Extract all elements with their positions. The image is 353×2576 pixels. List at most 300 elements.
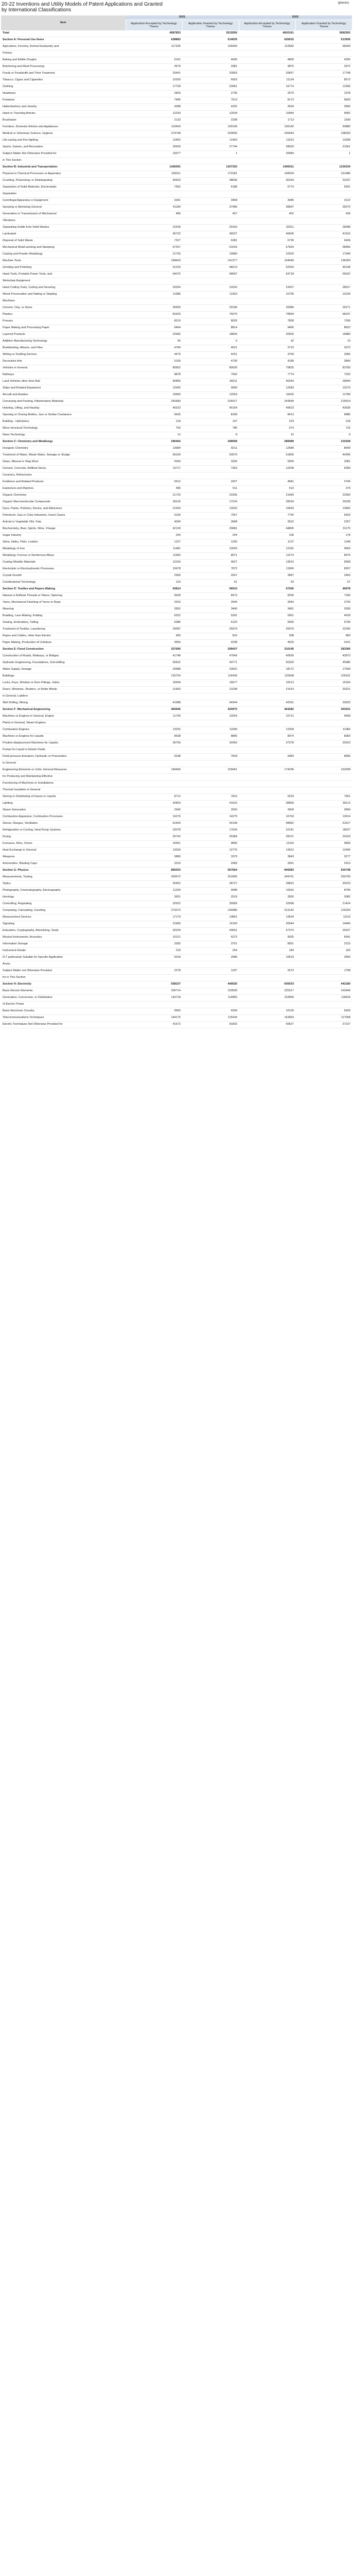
cell-apps-2022: 28815 bbox=[239, 881, 295, 888]
table-row bbox=[1, 854, 352, 861]
cell-apps-2021: 30116 bbox=[126, 499, 182, 506]
cell-apps-2022 bbox=[239, 787, 295, 794]
cell-apps-2021: 1426091 bbox=[126, 164, 182, 171]
row-label: Areas bbox=[1, 961, 126, 968]
cell-apps-2021: 7327 bbox=[126, 238, 182, 245]
row-label: Metallurgy of Iron bbox=[1, 546, 126, 553]
cell-apps-2022: 61800 bbox=[239, 452, 295, 459]
cell-granted-2022: 3582 bbox=[295, 104, 352, 111]
row-label: Photography, Cinematography, Electrography bbox=[1, 888, 126, 894]
table-row bbox=[1, 848, 352, 854]
cell-apps-2022 bbox=[239, 1002, 295, 1008]
cell-granted-2022: 178 bbox=[295, 533, 352, 539]
cell-granted-2022: 10 bbox=[295, 338, 352, 345]
cell-apps-2022: 9383 bbox=[239, 754, 295, 760]
table-row bbox=[1, 680, 352, 687]
row-label: Refrigeration or Cooling, Heat Pump Systems bbox=[1, 827, 126, 834]
cell-granted-2021: 511 bbox=[182, 486, 239, 493]
row-label: Computing, Calculating, Counting bbox=[1, 908, 126, 914]
row-label: Plants in General, Steam Engines bbox=[1, 720, 126, 727]
row-label: Layered Products bbox=[1, 332, 126, 338]
cell-apps-2021: 8712 bbox=[126, 794, 182, 801]
cell-granted-2022: 162928 bbox=[295, 767, 352, 774]
row-label: for in This Section bbox=[1, 975, 126, 981]
cell-granted-2021: 16150 bbox=[182, 921, 239, 928]
cell-granted-2022: 219014 bbox=[295, 399, 352, 405]
cell-granted-2021 bbox=[182, 1002, 239, 1008]
cell-apps-2022 bbox=[239, 720, 295, 727]
cell-granted-2022: 10270 bbox=[295, 385, 352, 392]
cell-granted-2022: 3277 bbox=[295, 854, 352, 861]
cell-apps-2021 bbox=[126, 720, 182, 727]
row-label: Laminated bbox=[1, 231, 126, 238]
cell-granted-2022: 30223 bbox=[295, 881, 352, 888]
cell-granted-2022: 3840 bbox=[295, 359, 352, 365]
cell-granted-2021: 7810 bbox=[182, 794, 239, 801]
cell-apps-2022 bbox=[239, 781, 295, 787]
cell-apps-2022: 10706 bbox=[239, 292, 295, 298]
cell-granted-2021: 12053 bbox=[182, 392, 239, 399]
cell-apps-2022: 223 bbox=[239, 419, 295, 426]
cell-apps-2021: 11200 bbox=[126, 888, 182, 894]
row-label: Section D: Textiles and Papers Making bbox=[1, 586, 126, 593]
cell-granted-2021: 19983 bbox=[182, 251, 239, 258]
row-label: Spraying or Atomizing General bbox=[1, 205, 126, 211]
cell-granted-2021: 2736 bbox=[182, 91, 239, 97]
cell-apps-2021: 5018 bbox=[126, 955, 182, 961]
table-row bbox=[1, 714, 352, 720]
row-label: Sewing, Embroidery, Tufting bbox=[1, 620, 126, 626]
table-row bbox=[1, 124, 352, 131]
cell-apps-2021: 558237 bbox=[126, 981, 182, 988]
row-label: Ceramics, Refractories bbox=[1, 472, 126, 479]
row-label: Generation, Conversion, or Distribution bbox=[1, 995, 126, 1002]
cell-apps-2021 bbox=[126, 191, 182, 198]
cell-apps-2022: 13534 bbox=[239, 914, 295, 921]
table-row bbox=[1, 653, 352, 660]
cell-granted-2021: 106494 bbox=[182, 44, 239, 50]
cell-granted-2021: 11453 bbox=[182, 292, 239, 298]
cell-apps-2021: 81629 bbox=[126, 312, 182, 318]
cell-granted-2022: 36844 bbox=[295, 379, 352, 385]
cell-granted-2022: 35113 bbox=[295, 801, 352, 807]
cell-granted-2021: 264 bbox=[182, 948, 239, 955]
cell-apps-2021: 10678 bbox=[126, 566, 182, 573]
cell-granted-2021: 170181 bbox=[182, 171, 239, 178]
cell-granted-2021: 440526 bbox=[182, 981, 239, 988]
cell-granted-2022 bbox=[295, 1002, 352, 1008]
row-label: Brushware bbox=[1, 117, 126, 124]
cell-apps-2021: 480 bbox=[126, 211, 182, 218]
cell-granted-2021: 13801 bbox=[182, 914, 239, 921]
cell-apps-2022: 9233 bbox=[239, 794, 295, 801]
cell-granted-2021: 8168 bbox=[182, 412, 239, 419]
cell-granted-2022 bbox=[295, 781, 352, 787]
cell-apps-2022: 47373 bbox=[239, 928, 295, 935]
cell-apps-2021: 25593 bbox=[126, 144, 182, 151]
cell-granted-2022: 520748 bbox=[295, 868, 352, 874]
cell-granted-2021 bbox=[182, 781, 239, 787]
cell-apps-2022 bbox=[239, 975, 295, 981]
table-row bbox=[1, 318, 352, 325]
cell-apps-2021: 46722 bbox=[126, 231, 182, 238]
cell-granted-2021: 7557 bbox=[182, 513, 239, 519]
table-row bbox=[1, 868, 352, 874]
cell-apps-2021: 5100 bbox=[126, 359, 182, 365]
table-row bbox=[1, 97, 352, 104]
cell-apps-2021: 69100 bbox=[126, 452, 182, 459]
cell-granted-2021: 8211 bbox=[182, 446, 239, 452]
cell-apps-2021: 10651 bbox=[126, 841, 182, 848]
cell-apps-2021: 17179 bbox=[126, 914, 182, 921]
cell-apps-2021: 41748 bbox=[126, 653, 182, 660]
row-label: Optics bbox=[1, 881, 126, 888]
cell-apps-2022: 5951 bbox=[239, 613, 295, 620]
cell-granted-2021: 43691 bbox=[182, 928, 239, 935]
row-label: in General bbox=[1, 760, 126, 767]
cell-apps-2022: 31607 bbox=[239, 285, 295, 292]
cell-apps-2021 bbox=[126, 747, 182, 754]
cell-granted-2021: 114866 bbox=[182, 995, 239, 1002]
row-label: Well Drilling, Mining bbox=[1, 700, 126, 707]
cell-apps-2022: 7740 bbox=[239, 513, 295, 519]
cell-granted-2022: 12789 bbox=[295, 392, 352, 399]
row-label: Electrolytic or Electrophoretic Processes bbox=[1, 566, 126, 573]
cell-granted-2021: 34344 bbox=[182, 700, 239, 707]
cell-apps-2022: 184 bbox=[239, 948, 295, 955]
cell-apps-2021: 12462 bbox=[126, 138, 182, 144]
cell-apps-2021: 10293 bbox=[126, 77, 182, 84]
cell-granted-2022: 283366 bbox=[295, 647, 352, 653]
cell-apps-2021: 11682 bbox=[126, 553, 182, 560]
cell-granted-2021: 28727 bbox=[182, 881, 239, 888]
cell-granted-2022: 22265 bbox=[295, 626, 352, 633]
table-row bbox=[1, 439, 352, 446]
table-row bbox=[1, 392, 352, 399]
cell-granted-2021: 457 bbox=[182, 211, 239, 218]
row-label: Grinding and Polishing bbox=[1, 265, 126, 272]
cell-apps-2022: 20084 bbox=[239, 151, 295, 158]
table-row bbox=[1, 91, 352, 97]
cell-apps-2021: 11481 bbox=[126, 546, 182, 553]
cell-granted-2021: 26384 bbox=[182, 834, 239, 841]
row-label: Inorganic Chemistry bbox=[1, 446, 126, 452]
cell-granted-2022: 33625 bbox=[295, 700, 352, 707]
cell-apps-2022: 225317 bbox=[239, 988, 295, 995]
cell-granted-2022: 1230234 bbox=[295, 164, 352, 171]
cell-apps-2022: 44895 bbox=[239, 526, 295, 533]
table-row bbox=[1, 834, 352, 841]
cell-apps-2022: 20657 bbox=[239, 71, 295, 77]
cell-granted-2022: 3682502 bbox=[295, 30, 352, 37]
row-label: Skins, Hides, Pelts, Leather bbox=[1, 539, 126, 546]
cell-granted-2022: 45138 bbox=[295, 265, 352, 272]
cell-apps-2022: 3391 bbox=[239, 861, 295, 868]
row-label: Signaling bbox=[1, 921, 126, 928]
table-row bbox=[1, 700, 352, 707]
cell-granted-2022: 24153 bbox=[295, 834, 352, 841]
cell-granted-2021: 2208 bbox=[182, 117, 239, 124]
cell-granted-2022: 3381 bbox=[295, 459, 352, 466]
row-label: Bookbinding, Albums, and Files bbox=[1, 345, 126, 352]
table-row bbox=[1, 707, 352, 714]
cell-apps-2022: 8173 bbox=[239, 97, 295, 104]
cell-granted-2022: 860 bbox=[295, 633, 352, 640]
cell-granted-2022 bbox=[295, 787, 352, 794]
row-label: Machine Tools bbox=[1, 258, 126, 265]
cell-apps-2021: 2278 bbox=[126, 968, 182, 975]
table-row bbox=[1, 305, 352, 312]
cell-apps-2021 bbox=[126, 781, 182, 787]
table-row bbox=[1, 37, 352, 44]
cell-granted-2021 bbox=[182, 975, 239, 981]
cell-apps-2022: 313142 bbox=[239, 908, 295, 914]
cell-granted-2022: 31175 bbox=[295, 526, 352, 533]
cell-apps-2021: 8210 bbox=[126, 318, 182, 325]
cell-apps-2022: 6774 bbox=[239, 184, 295, 191]
row-label: Section C: Chemistry and Metallurgy bbox=[1, 439, 126, 446]
cell-apps-2022: 1405011 bbox=[239, 164, 295, 171]
cell-granted-2022: 3036 bbox=[295, 606, 352, 613]
cell-apps-2021: 9464 bbox=[126, 325, 182, 332]
row-label: Organic Macromolecular Compounds bbox=[1, 499, 126, 506]
cell-granted-2021: 39211 bbox=[182, 379, 239, 385]
cell-apps-2022: 8051 bbox=[239, 941, 295, 948]
cell-apps-2021: 5512 bbox=[126, 479, 182, 486]
table-row bbox=[1, 459, 352, 466]
cell-granted-2021 bbox=[182, 787, 239, 794]
cell-granted-2021: 12634 bbox=[182, 111, 239, 117]
cell-apps-2022: 153966 bbox=[239, 995, 295, 1002]
cell-granted-2021: 7363 bbox=[182, 466, 239, 472]
table-row bbox=[1, 151, 352, 158]
row-label: Section A: Personal Use Items bbox=[1, 37, 126, 44]
cell-apps-2021: 6386 bbox=[126, 620, 182, 626]
table-row bbox=[1, 814, 352, 821]
cell-granted-2021 bbox=[182, 961, 239, 968]
row-label: Positive-displacement Machines for Liquids; bbox=[1, 740, 126, 747]
cell-apps-2021 bbox=[126, 1002, 182, 1008]
cell-apps-2022: 289489 bbox=[239, 439, 295, 446]
cell-granted-2021: 3751 bbox=[182, 941, 239, 948]
table-row bbox=[1, 352, 352, 359]
cell-apps-2022: 849383 bbox=[239, 868, 295, 874]
cell-apps-2022: 2673 bbox=[239, 968, 295, 975]
row-label: Decorative Arts bbox=[1, 359, 126, 365]
table-row bbox=[1, 493, 352, 499]
cell-apps-2021: 16276 bbox=[126, 814, 182, 821]
row-label: Paper Making, Production of Cellulose bbox=[1, 640, 126, 647]
cell-apps-2021: 218 bbox=[126, 419, 182, 426]
cell-apps-2021: 26742 bbox=[126, 834, 182, 841]
table-row bbox=[1, 205, 352, 211]
cell-granted-2022: 198203 bbox=[295, 131, 352, 138]
table-row bbox=[1, 452, 352, 459]
cell-apps-2021: 7846 bbox=[126, 97, 182, 104]
table-row bbox=[1, 372, 352, 379]
cell-granted-2021: 17634 bbox=[182, 827, 239, 834]
cell-granted-2022: 37227 bbox=[295, 1022, 352, 1028]
cell-granted-2021: 141377 bbox=[182, 258, 239, 265]
row-label: Separating Solids from Solid Wastes bbox=[1, 225, 126, 231]
cell-granted-2022: 43973 bbox=[295, 653, 352, 660]
cell-granted-2021: 514635 bbox=[182, 37, 239, 44]
cell-apps-2022: 3534 bbox=[239, 104, 295, 111]
table-row bbox=[1, 874, 352, 881]
year-header-2021: 2021 bbox=[126, 15, 239, 20]
cell-granted-2022: 4255 bbox=[295, 57, 352, 64]
row-label: Life-saving and Fire-fighting bbox=[1, 138, 126, 144]
cell-granted-2021: 261805 bbox=[182, 874, 239, 881]
cell-granted-2022: 32337 bbox=[295, 178, 352, 184]
cell-apps-2022 bbox=[239, 191, 295, 198]
table-row bbox=[1, 760, 352, 767]
row-label: Telecommunications Techniques bbox=[1, 1015, 126, 1022]
row-label: Medical or Veterinary Science, Hygiene bbox=[1, 131, 126, 138]
row-label: Haberdashery and Jewelry bbox=[1, 104, 126, 111]
row-label: Braiding, Lace-Making, Knitting bbox=[1, 613, 126, 620]
cell-apps-2022 bbox=[239, 218, 295, 225]
row-label: Presses bbox=[1, 318, 126, 325]
table-row bbox=[1, 432, 352, 439]
cell-granted-2022: 513936 bbox=[295, 37, 352, 44]
cell-granted-2021: 1 bbox=[182, 151, 239, 158]
cell-granted-2022 bbox=[295, 774, 352, 781]
cell-apps-2021: 32234 bbox=[126, 928, 182, 935]
row-label: Generation or Transmission of Mechanical bbox=[1, 211, 126, 218]
cell-granted-2022: 5059 bbox=[295, 466, 352, 472]
table-row bbox=[1, 894, 352, 901]
cell-apps-2021: 2916 bbox=[126, 600, 182, 606]
row-label: Physical or Chemical Processes or Apparatus bbox=[1, 171, 126, 178]
table-row bbox=[1, 539, 352, 546]
cell-apps-2022: 12580 bbox=[239, 446, 295, 452]
table-row bbox=[1, 613, 352, 620]
cell-apps-2021: 9238 bbox=[126, 754, 182, 760]
cell-apps-2021: 327690 bbox=[126, 647, 182, 653]
cell-apps-2021: 31536 bbox=[126, 225, 182, 231]
table-row bbox=[1, 231, 352, 238]
cell-granted-2021: 9098 bbox=[182, 888, 239, 894]
cell-apps-2022: 12274 bbox=[239, 553, 295, 560]
table-row bbox=[1, 1022, 352, 1028]
row-label: Stoves, Ranges, Ventilation bbox=[1, 821, 126, 827]
table-row bbox=[1, 566, 352, 573]
cell-granted-2021: 244 bbox=[182, 533, 239, 539]
col-apps-2021: Application Accepted by Technology Theme bbox=[126, 20, 182, 31]
table-row bbox=[1, 1008, 352, 1015]
row-label: Natural or Artificial Threads or Fibers; Spinning bbox=[1, 593, 126, 600]
table-row bbox=[1, 961, 352, 968]
row-label: Doors, Windows, Shutters, or Roller Blinds bbox=[1, 687, 126, 693]
cell-apps-2022: 510 bbox=[239, 486, 295, 493]
cell-apps-2022 bbox=[239, 278, 295, 285]
table-row bbox=[1, 84, 352, 91]
table-row bbox=[1, 526, 352, 533]
cell-apps-2022: 49623 bbox=[239, 405, 295, 412]
row-label: Micro-structural Technology bbox=[1, 426, 126, 432]
cell-granted-2021: 4251 bbox=[182, 352, 239, 359]
cell-apps-2022: 10916 bbox=[239, 888, 295, 894]
table-row bbox=[1, 499, 352, 506]
cell-granted-2021: 3020 bbox=[182, 807, 239, 814]
cell-apps-2022: 3875 bbox=[239, 64, 295, 71]
cell-granted-2022: 9558 bbox=[295, 560, 352, 566]
row-label: Steam Generation bbox=[1, 807, 126, 814]
cell-granted-2022: 162646 bbox=[295, 988, 352, 995]
row-label: Tobacco, Cigars and Cigarettes bbox=[1, 77, 126, 84]
cell-apps-2021: 3952 bbox=[126, 606, 182, 613]
row-label: Disposal of Solid Waste bbox=[1, 238, 126, 245]
cell-apps-2022: 3043 bbox=[239, 600, 295, 606]
row-label: Furnaces, Kilns, Ovens bbox=[1, 841, 126, 848]
row-label: Hand or Traveling Articles bbox=[1, 111, 126, 117]
cell-granted-2021: 11450 bbox=[182, 138, 239, 144]
page-title bbox=[2, 2, 163, 13]
cell-apps-2022 bbox=[239, 760, 295, 767]
row-label: Paper Making and Processing Paper bbox=[1, 325, 126, 332]
table-row bbox=[1, 734, 352, 740]
cell-apps-2022: 11913 bbox=[239, 138, 295, 144]
table-row bbox=[1, 238, 352, 245]
cell-apps-2022: 4189 bbox=[239, 359, 295, 365]
cell-apps-2021: 806253 bbox=[126, 868, 182, 874]
cell-granted-2022: 4141 bbox=[295, 640, 352, 647]
cell-apps-2021: 40855 bbox=[126, 379, 182, 385]
table-row bbox=[1, 801, 352, 807]
table-row bbox=[1, 787, 352, 794]
cell-granted-2022: 49078 bbox=[295, 586, 352, 593]
cell-granted-2021: 4621 bbox=[182, 345, 239, 352]
cell-granted-2021: 47649 bbox=[182, 653, 239, 660]
cell-granted-2022: 3450 bbox=[295, 955, 352, 961]
row-label: Sports, Games, and Recreation bbox=[1, 144, 126, 151]
row-label: Hand Cutting Tools, Cutting and Severing bbox=[1, 285, 126, 292]
row-label: Subject Matter Not Otherwise Provided for bbox=[1, 151, 126, 158]
row-label: Basic Electric Elements bbox=[1, 988, 126, 995]
row-label: Weaving bbox=[1, 606, 126, 613]
cell-granted-2021: 5391 bbox=[182, 613, 239, 620]
cell-granted-2022: 13014 bbox=[295, 814, 352, 821]
cell-apps-2021: 4288 bbox=[126, 104, 182, 111]
row-label: Petroleum, Gas or Coke Industries, Insect Gases bbox=[1, 513, 126, 519]
cell-granted-2022 bbox=[295, 218, 352, 225]
title-line-1: 20-22 Inventions and Utility Models of Patent Applications and Granted bbox=[2, 2, 163, 7]
row-label: Foods or Foodstuffs and Their Treatment bbox=[1, 71, 126, 77]
table-row bbox=[1, 968, 352, 975]
table-row bbox=[1, 379, 352, 385]
cell-apps-2022: 10126 bbox=[239, 1008, 295, 1015]
cell-apps-2021: 2940 bbox=[126, 807, 182, 814]
cell-granted-2021: 3440 bbox=[182, 606, 239, 613]
row-label: Electric Techniques Not Otherwise Provided for bbox=[1, 1022, 126, 1028]
row-label: Dyes, Paints, Polishes, Resins, and Adhesives bbox=[1, 506, 126, 513]
cell-granted-2021 bbox=[182, 774, 239, 781]
cell-apps-2021: 42853 bbox=[126, 801, 182, 807]
cell-granted-2022: 44345 bbox=[295, 452, 352, 459]
cell-granted-2021: 6381 bbox=[182, 238, 239, 245]
row-label: Machines bbox=[1, 298, 126, 305]
cell-apps-2021: 295464 bbox=[126, 439, 182, 446]
cell-granted-2022: 9681 bbox=[295, 111, 352, 117]
cell-apps-2021: 40623 bbox=[126, 178, 182, 184]
cell-granted-2021: 7613 bbox=[182, 97, 239, 104]
cell-apps-2021: 165011 bbox=[126, 171, 182, 178]
cell-granted-2022 bbox=[295, 50, 352, 57]
table-row bbox=[1, 781, 352, 787]
cell-apps-2022: 674 bbox=[239, 426, 295, 432]
row-label: Workshop Equipment bbox=[1, 278, 126, 285]
